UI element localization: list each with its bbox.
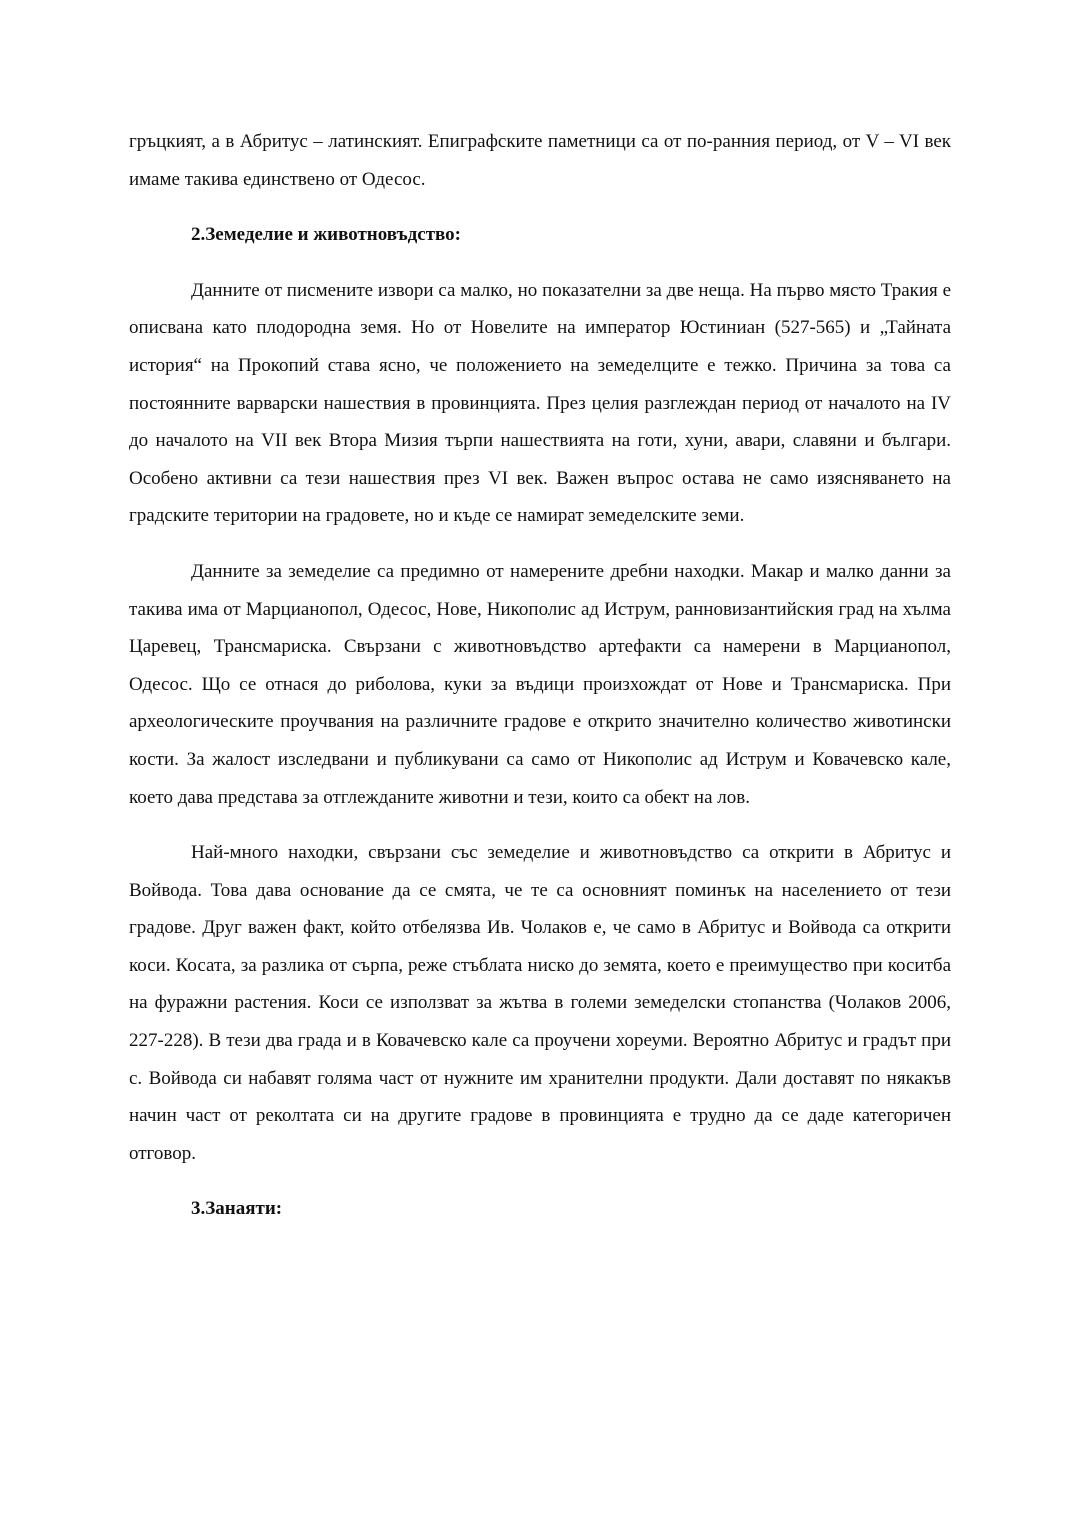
paragraph-gap	[129, 254, 951, 272]
paragraph-gap	[129, 816, 951, 834]
paragraph-continuation: гръцкият, а в Абритус – латинският. Епиграфските паметници са от по-ранния период, от V – VI век имаме такива единствено от Одесос.	[129, 131, 951, 190]
paragraph-gap	[129, 198, 951, 216]
section-heading-agriculture: 2.Земеделие и животновъдство:	[191, 224, 461, 246]
paragraph-abritus-voivoda: Най-много находки, свързани със земеделие и животновъдство са открити в Абритус и Войвода. Това дава основание да се смята, че те са основният поминък на населението от тези градове. Друг важен факт, който отбелязва Ив. Чолаков е, че само в Абритус и Войвода са открити коси. Косата, за разлика от сърпа, реже стъблата ниско до земята, което е преимущество при коситба на фуражни растения. Коси се използват за жътва в големи земеделски стопанства (Чолаков 2006, 227-228). В тези два града и в Ковачевско кале са проучени хореуми. Вероятно Абритус и градът при с. Войвода си набавят голяма част от нужните им хранителни продукти. Дали доставят по някакъв начин част от реколтата си на другите градове в провинцията е трудно да се даде категоричен отговор.	[129, 842, 951, 1164]
paragraph-small-finds: Данните за земеделие са предимно от намерените дребни находки. Макар и малко данни за такива има от Марцианопол, Одесос, Нове, Никополис ад Иструм, ранновизантийския град на хълма Царевец, Трансмариска. Свързани с животновъдство артефакти са намерени в Марцианопол, Одесос. Що се отнася до риболова, куки за въдици произхождат от Нове и Трансмариска. При археологическите проучвания на различните градове е открито значително количество животински кости. За жалост изследвани и публикувани са само от Никополис ад Иструм и Ковачевско кале, което дава представа за отглежданите животни и тези, които са обект на лов.	[129, 560, 951, 808]
document-page	[129, 123, 951, 1228]
paragraph-gap	[129, 535, 951, 553]
paragraph-gap	[129, 1172, 951, 1190]
section-heading-crafts: 3.Занаяти:	[191, 1198, 283, 1220]
paragraph-written-sources: Данните от писмените извори са малко, но показателни за две неща. На първо място Тракия е описвана като плодородна земя. Но от Новелите на император Юстиниан (527-565) и „Тайната история“ на Прокопий става ясно, че положението на земеделците е тежко. Причина за това са постоянните варварски нашествия в провинцията. През целия разглеждан период от началото на IV до началото на VII век Втора Мизия търпи нашествията на готи, хуни, авари, славяни и българи. Особено активни са тези нашествия през VI век. Важен въпрос остава не само изясняването на градските територии на градовете, но и къде се намират земеделските земи.	[129, 279, 951, 527]
